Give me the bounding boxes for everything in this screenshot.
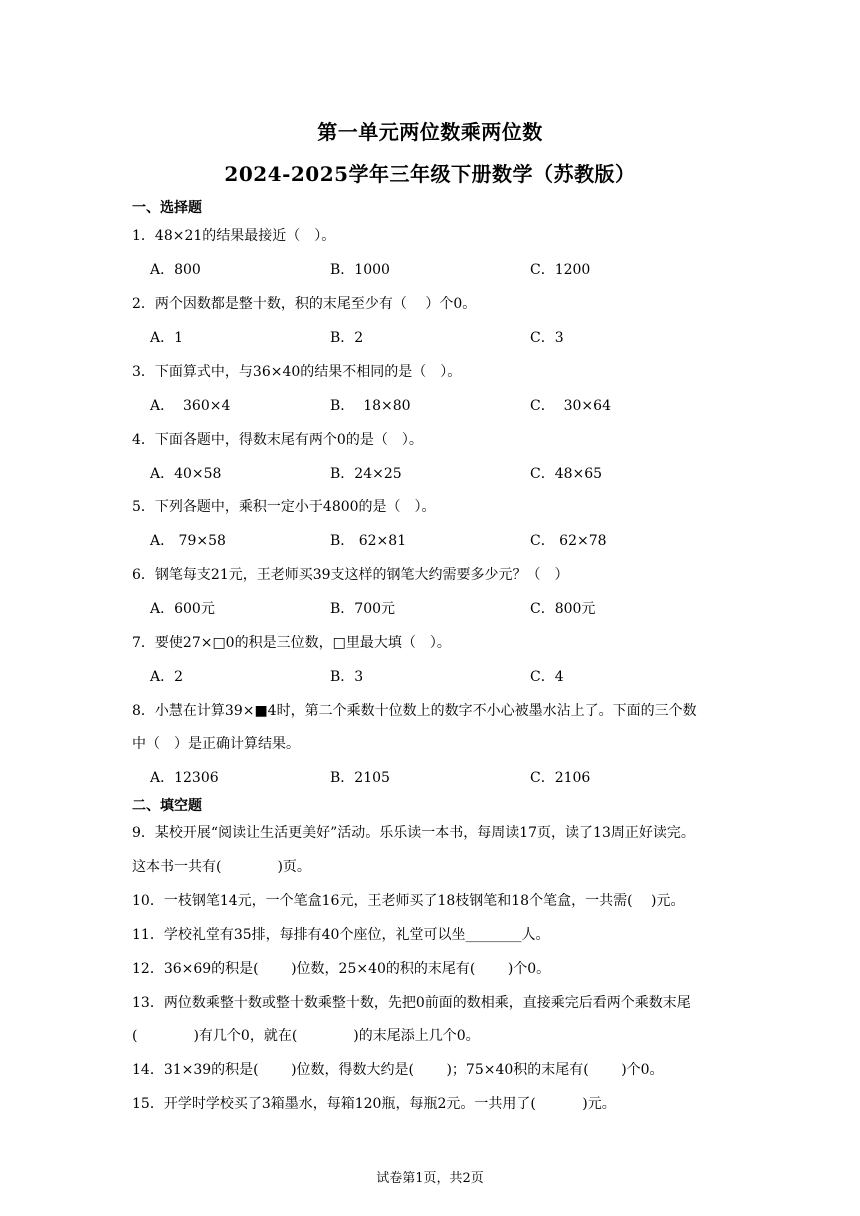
question-text: 6．钢笔每支21元，王老师买39支这样的钢笔大约需要多少元？（ ） [132,567,569,583]
option-a: A．40×58 [150,466,222,482]
page-title: 第一单元两位数乘两位数 [317,120,543,144]
page-footer: 试卷第1页，共2页 [376,1171,484,1186]
option-b: B．2105 [330,770,390,786]
option-a: A．1 [150,330,184,346]
option-a: A． 360×4 [150,398,231,414]
option-a: A．2 [150,669,184,685]
page-subtitle: 2024-2025学年三年级下册数学（苏教版） [224,162,636,186]
option-a: A．600元 [150,601,215,617]
fill-question-line: 9．某校开展“阅读让生活更美好”活动。乐乐读一本书，每周读17页，读了13周正好读完。 [132,825,695,841]
question-text: 8．小慧在计算39×■4时，第二个乘数十位数上的数字不小心被墨水沾上了。下面的三个数 [132,703,697,719]
fill-question-line: 这本书一共有( )页。 [132,859,311,875]
fill-question-line: 11．学校礼堂有35排，每排有40个座位，礼堂可以坐________人。 [132,927,550,943]
question-text: 4．下面各题中，得数末尾有两个0的是（ ）。 [132,432,423,448]
option-c: C． 30×64 [530,398,611,414]
question-text: 1．48×21的结果最接近（ ）。 [132,228,336,244]
option-c: C．4 [530,669,564,685]
option-c: C．2106 [530,770,591,786]
option-b: B． 62×81 [330,533,407,549]
fill-question-line: 12．36×69的积是( )位数，25×40的积的末尾有( )个0。 [132,961,551,977]
option-c: C．48×65 [530,466,603,482]
question-text-continued: 中（ ）是正确计算结果。 [132,736,300,752]
fill-question-line: 15．开学时学校买了3箱墨水，每箱120瓶，每瓶2元。一共用了( )元。 [132,1096,616,1112]
question-text: 2．两个因数都是整十数，积的末尾至少有（ ）个0。 [132,296,477,312]
fill-question-line: 10．一枝钢笔14元，一个笔盒16元，王老师买了18枝钢笔和18个笔盒，一共需( )元。 [132,893,685,909]
option-a: A． 79×58 [150,533,226,549]
option-b: B．700元 [330,601,396,617]
option-b: B．24×25 [330,466,402,482]
option-b: B．2 [330,330,364,346]
option-b: B．3 [330,669,364,685]
option-c: C．1200 [530,262,591,278]
section-heading-choice: 一、选择题 [132,200,202,216]
fill-question-line: 13．两位数乘整十数或整十数乘整十数，先把0前面的数相乘，直接乘完后看两个乘数末尾 [132,995,691,1011]
question-text: 3．下面算式中，与36×40的结果不相同的是（ ）。 [132,364,462,380]
section-heading-fill: 二、填空题 [132,798,202,814]
option-a: A．12306 [150,770,219,786]
option-a: A．800 [150,262,201,278]
fill-question-line: 14．31×39的积是( )位数，得数大约是( )；75×40积的末尾有( )个0。 [132,1062,664,1078]
option-b: B．1000 [330,262,390,278]
question-text: 7．要使27×□0的积是三位数，□里最大填（ ）。 [132,635,451,651]
option-b: B． 18×80 [330,398,411,414]
option-c: C．800元 [530,601,596,617]
option-c: C． 62×78 [530,533,607,549]
question-text: 5．下列各题中，乘积一定小于4800的是（ ）。 [132,499,436,515]
fill-question-line: ( )有几个0，就在( )的末尾添上几个0。 [132,1028,480,1044]
option-c: C．3 [530,330,564,346]
